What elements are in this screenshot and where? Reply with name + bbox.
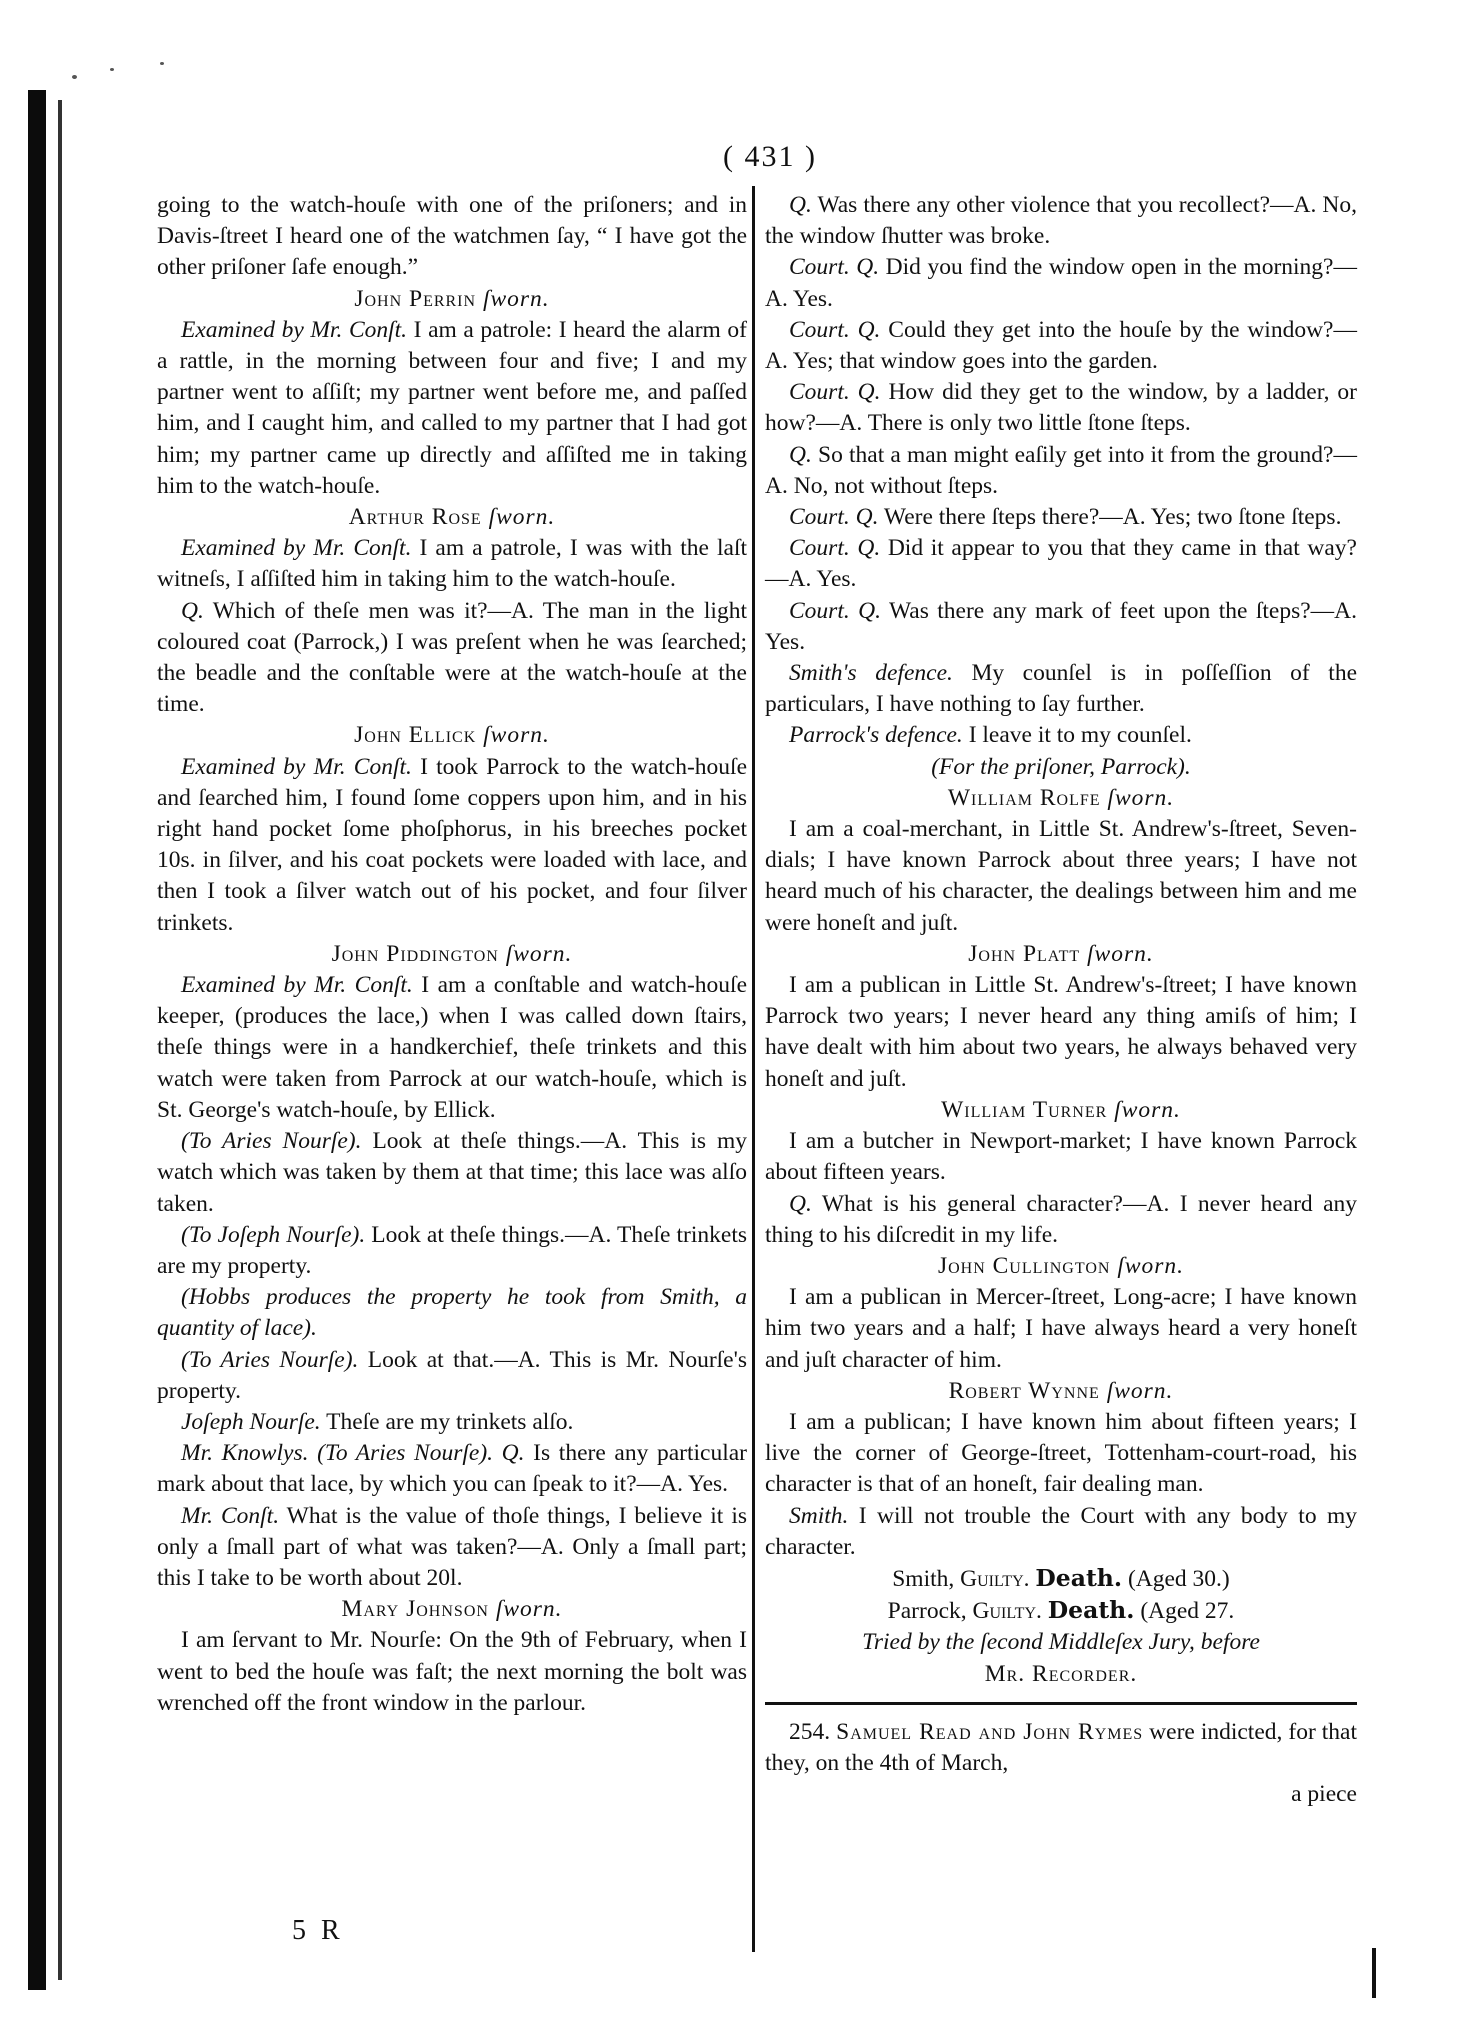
- prisoner-name: Smith,: [892, 1565, 955, 1592]
- testimony-paragraph: [765, 533, 1357, 595]
- paragraph-text: Is there any particular mark about that lace, by which you can ſpeak to it?—A. Yes.: [157, 1440, 747, 1498]
- judge-name: Mr. Recorder.: [984, 1660, 1138, 1687]
- prisoner-age: (Aged 27.: [1140, 1598, 1235, 1625]
- paragraph-text: I am a patrole, I was with the laſt witneſs, I aſſiſted him in taking him to the watch-houſe.: [157, 535, 748, 593]
- testimony-paragraph: [765, 252, 1357, 314]
- case-heading: [765, 1717, 1357, 1779]
- witness-heading: [157, 502, 747, 533]
- verdict-line: [765, 1563, 1357, 1595]
- print-speckle: [110, 68, 114, 71]
- catchword: a piece: [1291, 1781, 1357, 1808]
- testimony-paragraph: [765, 1407, 1357, 1501]
- witness-heading: [157, 1594, 747, 1625]
- paragraph-text: Look at theſe things.—A. This is my watch which was taken by them at that time; this lace was alſo taken.: [157, 1128, 747, 1217]
- speaker-lead: Smith.: [789, 1502, 849, 1529]
- witness-heading: [765, 783, 1357, 814]
- sworn-label: ſworn.: [488, 504, 556, 531]
- witness-name: John Piddington: [331, 940, 499, 967]
- sentence-death: Death.: [1047, 1596, 1135, 1625]
- witness-heading: [765, 1095, 1357, 1126]
- testimony-paragraph: [157, 1501, 747, 1595]
- speaker-lead: Court. Q.: [789, 316, 881, 343]
- speaker-lead: Court. Q.: [789, 597, 881, 624]
- speaker-lead: Q.: [789, 192, 812, 218]
- paragraph-text: Was there any other violence that you recollect?—A. No, the window ſhutter was broke.: [765, 192, 1357, 250]
- witness-heading: [765, 939, 1357, 970]
- paragraph-text: I will not trouble the Court with any body to my character.: [765, 1502, 1357, 1560]
- paragraph-text: So that a man might eaſily get into it from the ground?—A. No, not without ſteps.: [765, 441, 1357, 499]
- paragraph-text: Did you find the window open in the morning?—A. Yes.: [765, 254, 1357, 312]
- paragraph-text: going to the watch-houſe with one of the priſoners; and in Davis-ſtreet I heard one of the watchmen ſay, “ I have got the other priſoner ſafe enough.”: [157, 192, 747, 281]
- testimony-paragraph: [765, 720, 1357, 751]
- witness-name: John Platt: [968, 940, 1081, 967]
- speaker-lead: Examined by Mr. Conſt.: [181, 753, 412, 780]
- testimony-paragraph: [157, 1126, 747, 1220]
- paragraph-text: I took Parrock to the watch-houſe and ſearched him, I found ſome coppers upon him, and in his right hand pocket ſome phoſphorus, in his breeches pocket 10s. in ſilver, and his coat pockets were loaded with lace, and then I took a ſilver watch out of his pocket, and four ſilver trinkets.: [157, 753, 747, 936]
- witness-name: John Perrin: [354, 285, 477, 312]
- sworn-label: ſworn.: [1106, 1377, 1174, 1404]
- speaker-lead: Court. Q.: [789, 379, 881, 406]
- speaker-lead: (To Aries Nourſe).: [181, 1346, 359, 1373]
- witness-name: Mary Johnson: [341, 1596, 489, 1623]
- sworn-label: ſworn.: [495, 1596, 563, 1623]
- testimony-paragraph: [157, 315, 747, 502]
- paragraph-text: I am a coal-merchant, in Little St. Andrew's-ſtreet, Seven-dials; I have known Parrock about three years; I have not heard much of his character, the dealings between him and me were honeſt and juſt.: [765, 816, 1357, 936]
- sworn-label: ſworn.: [1087, 940, 1154, 967]
- witness-name: Robert Wynne: [948, 1377, 1100, 1404]
- right-column: [765, 190, 1357, 1810]
- paragraph-text: Was there any mark of feet upon the ſteps?—A. Yes.: [765, 597, 1357, 655]
- witness-heading: [157, 284, 747, 315]
- prisoner-age: (Aged 30.): [1127, 1565, 1230, 1592]
- verdict-guilty: Guilty.: [972, 1598, 1042, 1625]
- paragraph-text: What is the value of thoſe things, I believe it is only a ſmall part of what was taken?—A. Only a ſmall part; this I take to be worth about 20l.: [157, 1502, 747, 1591]
- paragraph-text: My counſel is in poſſeſſion of the particulars, I have nothing to ſay further.: [765, 660, 1357, 718]
- paragraph-text: I am a butcher in Newport-market; I have known Parrock about fifteen years.: [765, 1128, 1357, 1186]
- paragraph-text: Theſe are my trinkets alſo.: [320, 1408, 574, 1435]
- prisoner-name: Parrock,: [887, 1598, 967, 1625]
- paragraph-text: Which of theſe men was it?—A. The man in the light coloured coat (Parrock,) I was preſent when he was ſearched; the beadle and the conſtable were at the watch-houſe at the time.: [157, 597, 747, 718]
- paragraph-text: Were there ſteps there?—A. Yes; two ſtone ſteps.: [878, 504, 1342, 531]
- speaker-lead: Q.: [181, 597, 204, 624]
- testimony-paragraph: [765, 814, 1357, 939]
- speaker-lead: Court. Q.: [789, 504, 879, 531]
- paragraph-text: How did they get to the window, by a ladder, or how?—A. There is only two little ſtone ſteps.: [765, 379, 1357, 437]
- testimony-paragraph: [765, 190, 1357, 252]
- paragraph-text: (Hobbs produces the property he took from Smith, a quantity of lace).: [157, 1284, 747, 1342]
- testimony-paragraph: [157, 596, 747, 721]
- column-divider: [752, 186, 755, 1952]
- paragraph-text: I am a publican; I have known him about fifteen years; I live the corner of George-ſtreet, Tottenham-court-road, his character is that of an honeſt, fair dealing man.: [765, 1408, 1357, 1498]
- case-text: were indicted, for that they, on the 4th of March,: [765, 1718, 1358, 1776]
- speaker-lead: Joſeph Nourſe.: [181, 1408, 321, 1435]
- paragraph-text: I am a patrole: I heard the alarm of a rattle, in the morning between four and five; I and my partner went to aſſiſt; my partner went before me, and paſſed him, and I caught him, and called to my partner that I had got him; my partner came up directly and aſſiſted me in taking him to the watch-houſe.: [157, 316, 748, 499]
- testimony-paragraph: [765, 1501, 1357, 1563]
- verdict-guilty: Guilty.: [960, 1565, 1030, 1592]
- testimony-paragraph: [157, 970, 747, 1126]
- paragraph-text: I am a publican in Mercer-ſtreet, Long-acre; I have known him two years and a half; I have always heard a very honeſt and juſt character of him.: [765, 1284, 1357, 1373]
- testimony-paragraph: [157, 1407, 747, 1438]
- witness-name: Arthur Rose: [348, 504, 482, 531]
- paragraph-text: I leave it to my counſel.: [962, 722, 1192, 749]
- left-column: [157, 190, 747, 1719]
- speaker-lead: Smith's defence.: [789, 660, 953, 687]
- testimony-paragraph: [765, 315, 1357, 377]
- testimony-paragraph: [157, 190, 747, 284]
- testimony-paragraph: [157, 1220, 747, 1282]
- witness-name: William Turner: [941, 1096, 1108, 1123]
- witness-name: John Ellick: [354, 722, 477, 749]
- defendant-names: Samuel Read and John Rymes: [836, 1718, 1144, 1745]
- sworn-label: ſworn.: [483, 722, 550, 749]
- testimony-paragraph: [765, 596, 1357, 658]
- signature-mark: 5 R: [292, 1915, 344, 1946]
- speaker-lead: Court. Q.: [789, 535, 881, 562]
- paragraph-text: Did it appear to you that they came in that way?—A. Yes.: [765, 535, 1357, 593]
- paragraph-text: I am a publican in Little St. Andrew's-ſtreet; I have known Parrock two years; I never heard any thing amiſs of him; I have dealt with him about two years, he always behaved very honeſt and juſt.: [765, 972, 1357, 1092]
- witness-name: William Rolfe: [947, 784, 1101, 811]
- testimony-paragraph: [765, 440, 1357, 502]
- verdict-line: [765, 1595, 1357, 1627]
- print-speckle: [72, 75, 77, 79]
- testimony-paragraph: [157, 1345, 747, 1407]
- paragraph-text: What is his general character?—A. I never heard any thing to his diſcredit in my life.: [765, 1190, 1357, 1248]
- paragraph-text: Could they get into the houſe by the window?—A. Yes; that window goes into the garden.: [765, 316, 1357, 375]
- witness-heading: [157, 939, 747, 970]
- speaker-lead: Court. Q.: [789, 254, 880, 281]
- testimony-paragraph: [157, 1282, 747, 1344]
- sworn-label: ſworn.: [482, 285, 550, 312]
- sworn-label: ſworn.: [1107, 784, 1175, 811]
- page-binding-edge: [28, 90, 46, 1990]
- speaker-lead: Mr. Knowlys. (To Aries Nourſe). Q.: [181, 1440, 525, 1467]
- speaker-lead: Examined by Mr. Conſt.: [181, 972, 413, 999]
- testimony-paragraph: [765, 1126, 1357, 1188]
- edge-mark: [1372, 1948, 1376, 1998]
- case-number: 254.: [789, 1718, 831, 1745]
- speaker-lead: Examined by Mr. Conſt.: [181, 316, 408, 343]
- testimony-paragraph: [765, 1282, 1357, 1376]
- paragraph-text: Look at theſe things.—A. Theſe trinkets are my property.: [157, 1221, 748, 1279]
- speaker-lead: Examined by Mr. Conſt.: [181, 535, 412, 562]
- page-edge-line: [58, 100, 62, 1980]
- speaker-lead: Parrock's defence.: [789, 722, 963, 749]
- italic-note: Tried by the ſecond Middleſex Jury, before: [862, 1629, 1260, 1656]
- speaker-lead: Mr. Conſt.: [181, 1502, 280, 1529]
- speaker-lead: (To Joſeph Nourſe).: [181, 1221, 366, 1248]
- section-rule: [765, 1702, 1357, 1705]
- testimony-paragraph: [765, 1189, 1357, 1251]
- paragraph-text: I am ſervant to Mr. Nourſe: On the 9th of February, when I went to bed the houſe was faſt; the next morning the bolt was wrenched off the front window in the parlour.: [157, 1627, 747, 1716]
- witness-name: John Cullington: [937, 1252, 1111, 1279]
- witness-heading: [157, 720, 747, 751]
- testimony-paragraph: [157, 1438, 747, 1500]
- sworn-label: ſworn.: [1117, 1252, 1185, 1279]
- paragraph-text: Look at that.—A. This is Mr. Nourſe's property.: [157, 1346, 747, 1404]
- testimony-paragraph: [157, 752, 747, 939]
- witness-heading: [765, 1251, 1357, 1282]
- print-speckle: [160, 62, 164, 65]
- italic-note: (For the priſoner, Parrock).: [931, 753, 1191, 780]
- testimony-paragraph: [765, 658, 1357, 720]
- testimony-paragraph: [765, 377, 1357, 439]
- sworn-label: ſworn.: [505, 940, 573, 967]
- sworn-label: ſworn.: [1114, 1096, 1181, 1123]
- witness-heading: [765, 1376, 1357, 1407]
- testimony-paragraph: [157, 533, 747, 595]
- sentence-death: Death.: [1035, 1563, 1123, 1592]
- page-number: ( 431 ): [723, 140, 817, 173]
- testimony-paragraph: [765, 502, 1357, 533]
- paragraph-text: I am a conſtable and watch-houſe keeper, (produces the lace,) when I was called down ſtairs, theſe things were in a handkerchief, theſe trinkets and this watch were taken from Parrock at our watch-houſe, which is St. George's watch-houſe, by Ellick.: [157, 972, 748, 1123]
- testimony-paragraph: [765, 970, 1357, 1095]
- speaker-lead: (To Aries Nourſe).: [181, 1128, 362, 1155]
- testimony-paragraph: [157, 1625, 747, 1719]
- speaker-lead: Q.: [789, 1190, 812, 1217]
- speaker-lead: Q.: [789, 441, 812, 468]
